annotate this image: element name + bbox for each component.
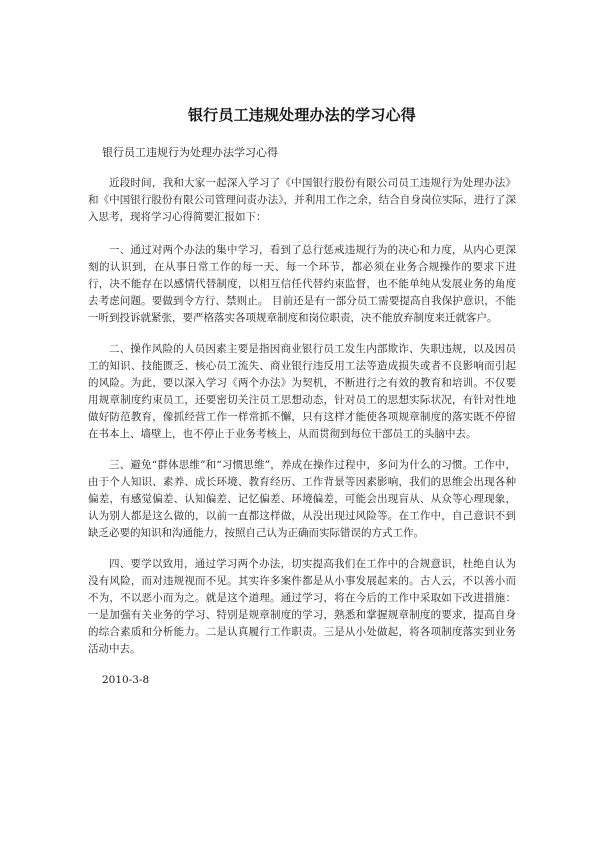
document-subtitle: 银行员工违规行为处理办法学习心得 xyxy=(102,146,278,159)
document-title: 银行员工违规处理办法的学习心得 xyxy=(187,106,416,124)
section-1-paragraph: 一、通过对两个办法的集中学习，看到了总行惩戒违规行为的决心和力度，从内心更深刻的认识到，在从事日常工作的每一天、每一个环节，都必须在业务合规操作的要求下进行，决不能存在以感情代替制度，以相互信任代替约束监督，也不能单纯从发展业务的角度去考虑问题。要做到令方行、禁则止。 目前还是有一部分员工需要提高自我保护意识，不能一听到投诉就紧张，要严格落实各项规章制度和岗位职责，决不能放弃制度来迁就客户。 xyxy=(88,244,516,324)
intro-paragraph: 近段时间，我和大家一起深入学习了《中国银行股份有限公司员工违规行为处理办法》和《中国银行股份有限公司管理问责办法》，并利用工作之余，结合自身岗位实际，进行了深入思考，现将学习心得简要汇报如下： xyxy=(88,177,516,223)
document-date: 2010-3-8 xyxy=(102,674,150,686)
section-2-paragraph: 二、操作风险的人员因素主要是指因商业银行员工发生内部欺诈、失职违规，以及因员工的知识、技能匮乏、核心员工流失、商业银行违反用工法等造成损失或者不良影响而引起的风险。为此，要以深入学习《两个办法》为契机，不断进行之有效的教育和培训。不仅要用规章制度约束员工，还要密切关注员工思想动态，针对员工的思想实际状况，有针对性地做好防范教育，像抓经营工作一样常抓不懈，只有这样才能使各项规章制度的落实既不停留在书本上、墙壁上，也不停止于业务考核上，从而贯彻到每位干部员工的头脑中去。 xyxy=(88,343,516,440)
section-4-paragraph: 四、要学以致用，通过学习两个办法，切实提高我们在工作中的合规意识，杜绝自认为没有风险，而对违规视而不见。其实许多案件都是从小事发展起来的。古人云，不以善小而不为，不以恶小而为之。就是这个道理。通过学习，将在今后的工作中采取如下改进措施：一是加强有关业务的学习、特别是规章制度的学习，熟悉和掌握规章制度的要求，提高自身的综合素质和分析能力。二是认真履行工作职责。三是从小处做起，将各项制度落实到业务活动中去。 xyxy=(88,558,516,655)
section-3-paragraph: 三、避免“群体思维”和“习惯思维”，养成在操作过程中，多问为什么的习惯。工作中，由于个人知识、素养、成长环境、教育经历、工作背景等因素影响，我们的思维会出现各种偏差，有感觉偏差、认知偏差、记忆偏差、环境偏差，可能会出现盲从、从众等心理现象，认为别人都是这么做的，以前一直都这样做，从没出现过风险等。在工作中，自己意识不到缺乏必要的知识和沟通能力，按照自己认为正确而实际错误的方式工作。 xyxy=(88,459,516,539)
